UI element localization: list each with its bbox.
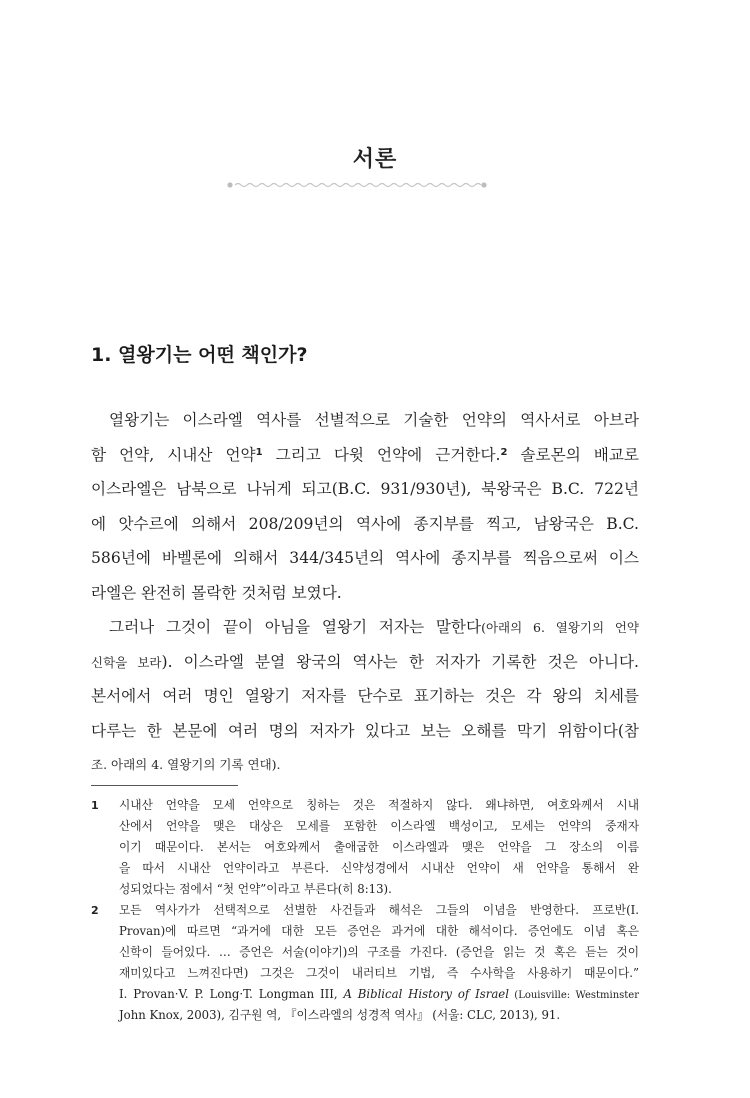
footnote-ref-1[interactable]: 1 [255, 446, 263, 458]
text-line: 라엘은 완전히 몰락한 것처럼 보였다. [91, 583, 342, 602]
footnote-text [119, 795, 639, 900]
text-run: 솔로몬의 배교로 [507, 445, 639, 464]
text-line: 조. 아래의 4. 열왕기의 기록 연대). [91, 757, 281, 772]
text-line: 586년에 바벨론에 의해서 344/345년의 역사에 종지부를 찍음으로써 이스 [91, 549, 639, 567]
footnote-divider [91, 785, 238, 786]
text-line [91, 438, 639, 473]
footnote-line: 이기 때문이다. 본서는 여호와께서 출애굽한 이스라엘과 맺은 언약을 그 장소의 이름 [119, 840, 639, 854]
footnote-run: I. Provan·V. P. Long·T. Longman III, [119, 987, 344, 1001]
text-run: 함 언약, 시내산 언약 [91, 445, 256, 464]
paragraph-1 [91, 403, 639, 610]
footnote-line: 신학이 들어있다. … 증언은 서술(이야기)의 구조를 가진다. (증언을 읽는 것 혹은 듣는 것이 [119, 945, 639, 959]
footnote-number: 2 [91, 904, 99, 917]
footnote-line: Provan)에 따르면 “과거에 대한 모든 증언은 과거에 대한 해석이다. 증언에도 이념 혹은 [119, 924, 639, 938]
footnote-line: 재미있다고 느껴진다면) 그것은 그것이 내러티브 기법, 즉 수사학을 사용하기 때문이다.” [119, 966, 639, 980]
text-line: 열왕기는 이스라엘 역사를 선별적으로 기술한 언약의 역사서로 아브라 [109, 411, 639, 429]
section-heading: 1. 열왕기는 어떤 책인가? [91, 344, 308, 366]
text-run: 그러나 그것이 끝이 아님을 열왕기 저자는 말한다 [109, 618, 482, 636]
text-line: 본서에서 여러 명인 열왕기 저자를 단수로 표기하는 것은 각 왕의 치세를 [91, 687, 639, 705]
text-line: 다루는 한 본문에 여러 명의 저자가 있다고 보는 오해를 막기 위함이다(참 [91, 721, 639, 740]
footnote-line: 을 따서 시내산 언약이라고 부른다. 신약성경에서 시내산 언약이 새 언약을 통해서 완 [119, 861, 639, 875]
text-run: ). 이스라엘 분열 왕국의 역사는 한 저자가 기록한 것은 아니다. [161, 652, 639, 671]
footnote-line [119, 984, 639, 1005]
footnote-run: (Louisville: Westminster [508, 990, 639, 1001]
text-line: 이스라엘은 남북으로 나뉘게 되고(B.C. 931/930년), 북왕국은 B.C. 722년 [91, 480, 639, 498]
footnote-number: 1 [91, 799, 99, 812]
footnote-line: 성되었다는 점에서 “첫 언약”이라고 부른다(히 8:13). [119, 882, 392, 896]
cross-reference: (아래의 6. 열왕기의 언약 [481, 620, 640, 635]
footnote-ref-2[interactable]: 2 [500, 446, 508, 458]
footnote-text [119, 900, 639, 1026]
footnote-line: 산에서 언약을 맺은 대상은 모세를 포함한 이스라엘 백성이고, 모세는 언약의 중재자 [119, 819, 639, 833]
title-ornament [226, 178, 488, 192]
footnote-line: 모든 역사가가 선택적으로 선별한 사건들과 해석은 그들의 이념을 반영한다. 프로반(I. [119, 903, 639, 917]
footnote-line: 시내산 언약을 모세 언약으로 칭하는 것은 적절하지 않다. 왜냐하면, 여호와께서 시내 [119, 798, 639, 812]
text-line: 에 앗수르에 의해서 208/209년의 역사에 종지부를 찍고, 남왕국은 B.C. [91, 514, 639, 533]
text-line [91, 645, 639, 680]
cross-reference: 신학을 보라 [91, 654, 162, 670]
text-line [91, 610, 639, 645]
text-run: 그리고 다윗 언약에 근거한다. [262, 445, 501, 464]
paragraph-2 [91, 610, 639, 783]
footnote-line: John Knox, 2003), 김구원 역, 『이스라엘의 성경적 역사』 (서울: CLC, 2013), 91. [119, 1008, 561, 1022]
book-title: A Biblical History of Israel [343, 987, 509, 1001]
chapter-title: 서론 [352, 147, 398, 172]
